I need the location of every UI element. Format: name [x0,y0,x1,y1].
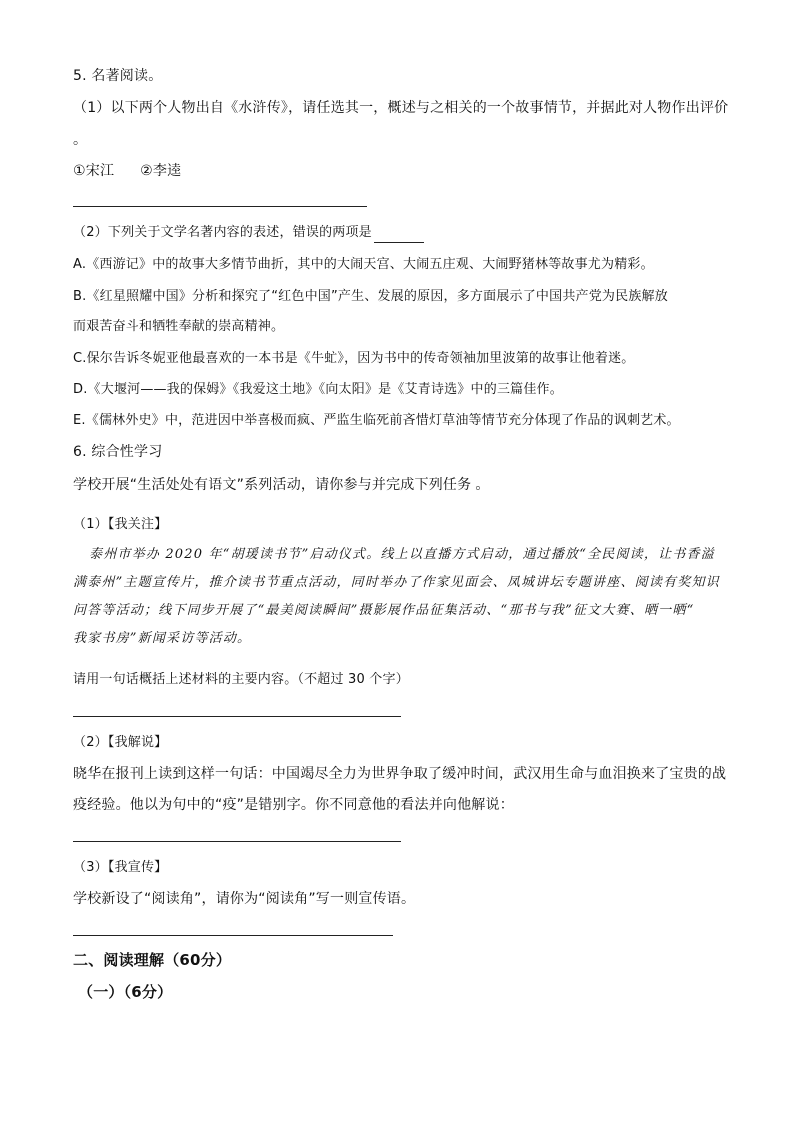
option-songjiang: ①宋江 [73,163,115,179]
task2-line1: 晓华在报刊上读到这样一句话：中国竭尽全力为世界争取了缓冲时间，武汉用生命与血泪换来了宝贵的战 [73,766,727,782]
task1-material [73,541,723,653]
answer-blank[interactable] [374,228,424,243]
q5-part2-question [73,223,424,243]
material-line-4: 我家书房”新闻采访等活动。 [73,631,252,646]
answer-line-3[interactable] [73,841,401,842]
answer-line-1[interactable] [73,206,367,207]
option-e: E.《儒林外史》中，范进因中举喜极而疯、严监生临死前吝惜灯草油等情节充分体现了作品的讽刺艺术。 [73,413,680,428]
q6-intro-text: 学校开展“生活处处有语文”系列活动，请你参与并完成下列任务 [73,477,472,493]
q6-intro [73,475,490,495]
q5-part1-line1: （1）以下两个人物出自《水浒传》，请任选其一，概述与之相关的一个故事情节，并据此对人物作出评价 [73,100,729,116]
q5-part2-question-text: （2）下列关于文学名著内容的表述，错误的两项是 [73,225,372,240]
q6-title: 6. 综合性学习 [73,444,163,460]
option-likui: ②李逵 [140,163,182,179]
option-b-line2: 而艰苦奋斗和牺牲奉献的崇高精神。 [73,319,285,334]
section2-title: 二、阅读理解（60分） [73,951,232,969]
q6-intro-end: 。 [475,477,490,493]
section2-sub: （一）（6分） [78,983,173,1001]
task1-label: （1）【我关注】 [73,517,168,532]
option-c: C.保尔告诉冬妮亚他最喜欢的一本书是《牛虻》，因为书中的传奇领袖加里波第的故事让他着迷。 [73,351,635,366]
option-a: A.《西游记》中的故事大多情节曲折，其中的大闹天宫、大闹五庄观、大闹野猪林等故事尤为精彩。 [73,257,654,272]
task3-line1: 学校新设了“阅读角”，请你为“阅读角”写一则宣传语。 [73,891,416,907]
q5-title: 5. 名著阅读。 [73,68,163,84]
material-line-3: 问答等活动；线下同步开展了“最美阅读瞬间”摄影展作品征集活动、“那书与我”征文大赛、晒一晒“ [73,603,695,618]
q5-options [73,161,181,181]
answer-line-4[interactable] [73,935,393,936]
task3-label: （3）【我宣传】 [73,860,168,875]
task1-prompt: 请用一句话概括上述材料的主要内容。（不超过 30 个字） [73,672,409,687]
material-line-2: 满泰州”主题宣传片，推介读书节重点活动，同时举办了作家见面会、凤城讲坛专题讲座、阅读有奖知识 [73,575,720,590]
option-d: D.《大堰河——我的保姆》《我爱这土地》《向太阳》是《艾青诗选》中的三篇佳作。 [73,382,563,397]
material-line-1: 泰州市举办 2020 年“胡瑗读书节”启动仪式。线上以直播方式启动，通过播放“全民阅读，让书香溢 [89,547,715,562]
task2-label: （2）【我解说】 [73,735,168,750]
task2-line2: 疫经验。他以为句中的“疫”是错别字。你不同意他的看法并向他解说： [73,797,514,813]
option-b-line1: B.《红星照耀中国》分析和探究了“红色中国”产生、发展的原因，多方面展示了中国共产党为民族解放 [73,289,668,304]
answer-line-2[interactable] [73,716,401,717]
q5-part1-line2: 。 [73,132,88,148]
